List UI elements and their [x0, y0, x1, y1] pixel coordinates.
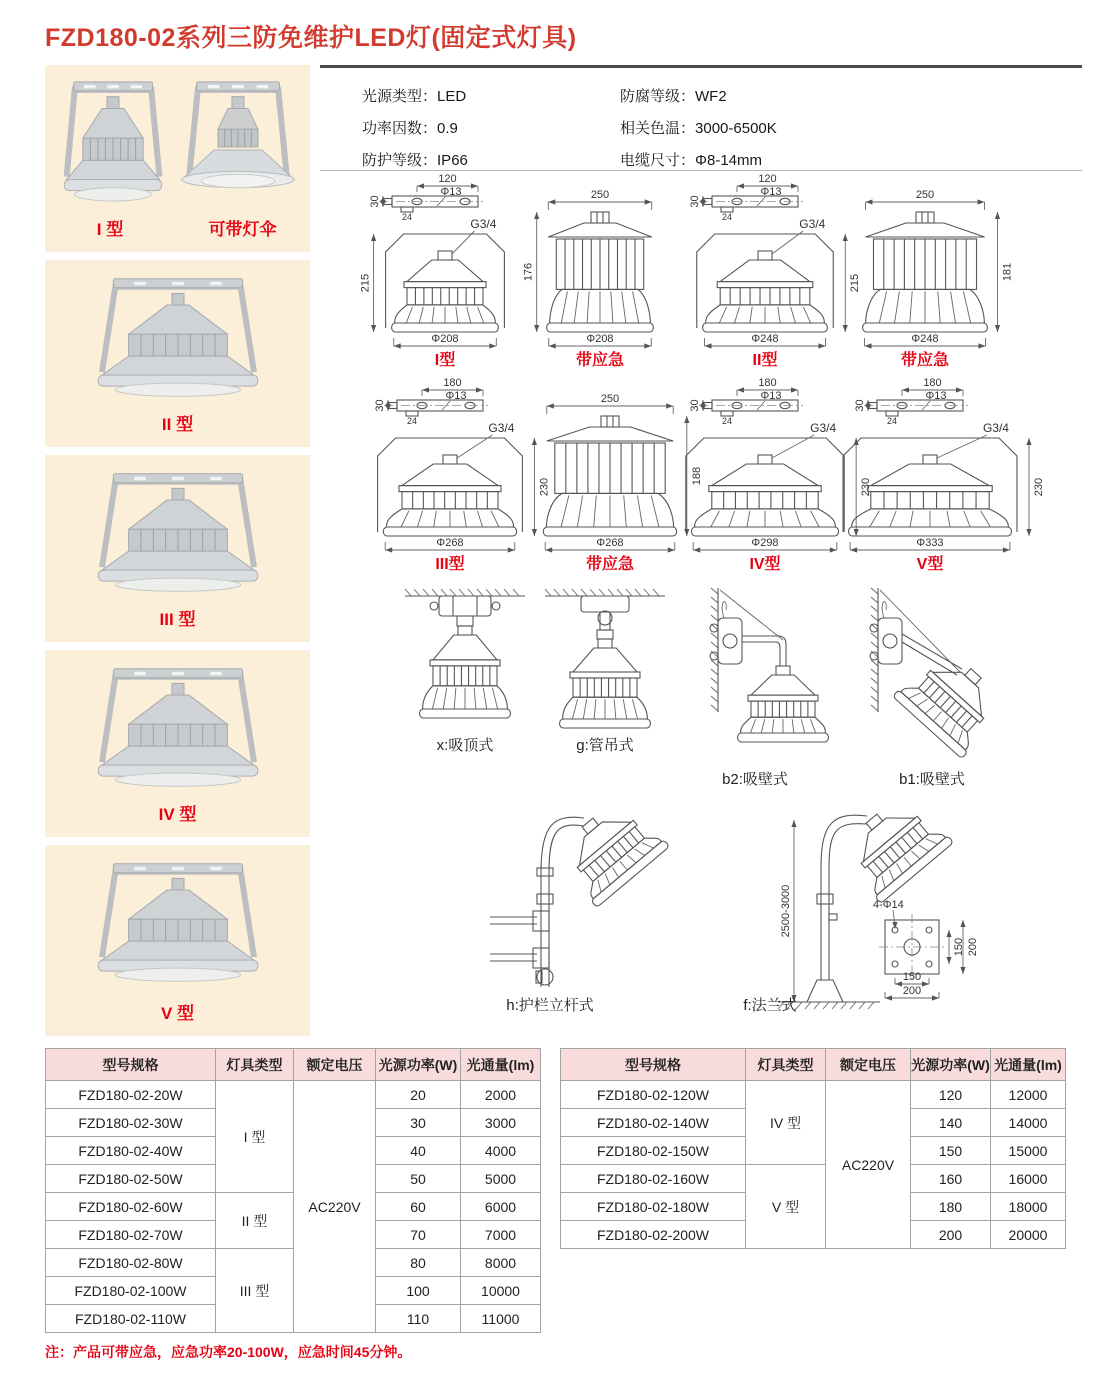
dim-label: 181: [1001, 262, 1014, 282]
dim-label: 176: [522, 262, 535, 282]
mount-wall-b1: [870, 588, 1011, 788]
dim-label: Φ268: [436, 537, 464, 549]
thread-label: G3/4: [799, 217, 826, 231]
flux-cell: 20000: [991, 1221, 1066, 1249]
header-row: [561, 1049, 1066, 1081]
flux-cell: 12000: [991, 1081, 1066, 1109]
dim-label: 230: [860, 477, 873, 497]
type-cell: IV 型: [746, 1081, 826, 1165]
product-photo: [177, 73, 299, 221]
power-cell: 200: [911, 1221, 991, 1249]
panel-label: I 型: [96, 220, 124, 239]
power-cell: 80: [376, 1249, 461, 1277]
voltage-cell: AC220V: [826, 1081, 911, 1249]
footnote: 注：产品可带应急，应急功率20-100W，应急时间45分钟。: [45, 1344, 412, 1360]
column-header: 光源功率(W): [376, 1049, 461, 1081]
panel-label: V 型: [160, 1004, 195, 1023]
table-row: [46, 1193, 541, 1221]
dim-label: 215: [359, 273, 372, 293]
model-cell: FZD180-02-180W: [561, 1193, 746, 1221]
sidebar-panel: [45, 455, 310, 642]
drawings-canvas: [320, 172, 1098, 1044]
dim-label: 30: [689, 195, 701, 208]
dim-label: 180: [923, 377, 942, 389]
product-photo: [83, 270, 273, 416]
mount-label: g:管吊式: [576, 737, 634, 754]
drawing-label: 带应急: [585, 556, 635, 573]
product-photo: [83, 855, 273, 1001]
dim-label: Φ13: [440, 186, 462, 198]
mount-label: f:法兰式: [743, 997, 797, 1014]
flux-cell: 5000: [461, 1165, 541, 1193]
power-cell: 100: [376, 1277, 461, 1305]
dim-label: 30: [369, 195, 381, 208]
dim-label: 150: [902, 971, 922, 983]
drawing-label: 带应急: [575, 352, 625, 369]
drawing-带应急-1-1: [543, 393, 702, 573]
mount-pipe-pendant: [545, 589, 665, 754]
spec-label: 光源类型：: [362, 88, 438, 105]
type-cell: II 型: [216, 1193, 294, 1249]
technical-drawings: [320, 172, 1098, 1044]
mount-flange: [743, 788, 979, 1014]
spec-label: 电缆尺寸：: [620, 152, 696, 169]
column-header: 光通量(lm): [461, 1049, 541, 1081]
drawing-I型-0-0: [360, 173, 505, 369]
dim-label: 2500-3000: [780, 884, 792, 938]
flux-cell: 2000: [461, 1081, 541, 1109]
dim-label: 250: [915, 189, 935, 201]
dim-label: 188: [690, 466, 703, 486]
power-cell: 110: [376, 1305, 461, 1333]
thread-label: G3/4: [982, 421, 1009, 435]
spec-value: 3000-6500K: [695, 120, 777, 137]
model-cell: FZD180-02-50W: [46, 1165, 216, 1193]
column-header: 额定电压: [826, 1049, 911, 1081]
spec-label: 功率因数：: [362, 120, 438, 137]
mount-label: b2:吸壁式: [722, 771, 788, 788]
dim-label: 200: [967, 937, 979, 957]
table-row: [46, 1249, 541, 1277]
dim-label: Φ208: [586, 333, 614, 345]
dim-label: 24: [406, 416, 418, 426]
model-cell: FZD180-02-120W: [561, 1081, 746, 1109]
model-table: [560, 1048, 1066, 1249]
power-cell: 120: [911, 1081, 991, 1109]
spec-value: IP66: [437, 152, 468, 169]
drawing-V型-1-3: [843, 377, 1045, 573]
product-photo: [83, 660, 273, 806]
mount-label: b1:吸壁式: [899, 771, 965, 788]
spec-block: [320, 65, 1082, 171]
spec-value: WF2: [695, 88, 727, 105]
spec-label: 防腐等级：: [620, 88, 696, 105]
drawing-III型-1-0: [374, 377, 550, 573]
power-cell: 60: [376, 1193, 461, 1221]
sidebar-panel: [45, 845, 310, 1036]
drawing-label: IV型: [749, 556, 781, 573]
spec-row: [620, 149, 777, 170]
drawing-label: II型: [752, 352, 778, 369]
spec-column-right: [620, 68, 777, 170]
panel-label: IV 型: [158, 805, 197, 824]
table-row: [46, 1081, 541, 1109]
mount-guardrail-pole: [490, 792, 670, 1014]
drawing-带应急-0-1: [523, 189, 654, 369]
column-header: 型号规格: [561, 1049, 746, 1081]
column-header: 光通量(lm): [991, 1049, 1066, 1081]
dim-label: Φ333: [916, 537, 944, 549]
power-cell: 150: [911, 1137, 991, 1165]
dim-label: 180: [758, 377, 777, 389]
dim-label: 120: [758, 173, 777, 185]
mount-wall-b2: [710, 588, 828, 788]
model-cell: FZD180-02-140W: [561, 1109, 746, 1137]
dim-label: Φ248: [911, 333, 939, 345]
power-cell: 40: [376, 1137, 461, 1165]
dim-label: Φ13: [760, 186, 782, 198]
spec-value: Φ8-14mm: [695, 152, 762, 169]
dim-label: 180: [443, 377, 462, 389]
model-cell: FZD180-02-110W: [46, 1305, 216, 1333]
flux-cell: 6000: [461, 1193, 541, 1221]
column-header: 额定电压: [294, 1049, 376, 1081]
spec-table-left: [45, 1048, 540, 1333]
spec-row: [620, 85, 777, 106]
dim-label: 30: [689, 399, 701, 412]
dim-label: 24: [886, 416, 898, 426]
mount-label: x:吸顶式: [436, 737, 494, 754]
spec-table-right: [560, 1048, 1065, 1249]
dim-label: 200: [902, 985, 922, 997]
flux-cell: 15000: [991, 1137, 1066, 1165]
flux-cell: 11000: [461, 1305, 541, 1333]
spec-row: [362, 85, 620, 106]
dim-label: 215: [849, 273, 862, 293]
spec-row: [362, 149, 620, 170]
thread-label: G3/4: [810, 421, 837, 435]
model-cell: FZD180-02-80W: [46, 1249, 216, 1277]
product-photo: [55, 73, 171, 221]
flux-cell: 3000: [461, 1109, 541, 1137]
column-header: 型号规格: [46, 1049, 216, 1081]
dim-label: 30: [374, 399, 386, 412]
dim-label: Φ268: [596, 537, 624, 549]
product-photo: [83, 465, 273, 611]
spec-row: [620, 117, 777, 138]
model-cell: FZD180-02-70W: [46, 1221, 216, 1249]
drawing-II型-0-2: [689, 173, 861, 369]
header-row: [46, 1049, 541, 1081]
drawing-label: III型: [435, 556, 465, 573]
power-cell: 70: [376, 1221, 461, 1249]
drawing-label: I型: [434, 352, 456, 369]
thread-label: G3/4: [488, 421, 515, 435]
dim-label: 30: [854, 399, 866, 412]
dim-label: 24: [721, 416, 733, 426]
flux-cell: 7000: [461, 1221, 541, 1249]
model-cell: FZD180-02-30W: [46, 1109, 216, 1137]
power-cell: 20: [376, 1081, 461, 1109]
dim-label: Φ248: [751, 333, 779, 345]
dim-label: Φ13: [925, 390, 947, 402]
spec-label: 相关色温：: [620, 120, 696, 137]
thread-label: G3/4: [470, 217, 497, 231]
dim-label: 230: [538, 477, 551, 497]
drawing-label: V型: [916, 556, 944, 573]
dim-label: 24: [401, 212, 413, 222]
flux-cell: 8000: [461, 1249, 541, 1277]
spec-row: [362, 117, 620, 138]
flux-cell: 14000: [991, 1109, 1066, 1137]
dim-label: Φ13: [445, 390, 467, 402]
dim-label: 150: [953, 937, 965, 957]
sidebar-panel: [45, 260, 310, 447]
dim-label: Φ208: [431, 333, 459, 345]
type-cell: V 型: [746, 1165, 826, 1249]
dim-label: 4-Φ14: [873, 899, 904, 911]
spec-column-left: [320, 68, 620, 170]
flux-cell: 16000: [991, 1165, 1066, 1193]
dim-label: 24: [721, 212, 733, 222]
flux-cell: 18000: [991, 1193, 1066, 1221]
spec-value: 0.9: [437, 120, 458, 137]
spec-label: 防护等级：: [362, 152, 438, 169]
type-cell: III 型: [216, 1249, 294, 1333]
model-cell: FZD180-02-40W: [46, 1137, 216, 1165]
power-cell: 50: [376, 1165, 461, 1193]
power-cell: 30: [376, 1109, 461, 1137]
panel-label: II 型: [161, 415, 194, 434]
drawing-IV型-1-2: [686, 377, 872, 573]
mount-ceiling: [405, 589, 525, 754]
column-header: 光源功率(W): [911, 1049, 991, 1081]
power-cell: 180: [911, 1193, 991, 1221]
flux-cell: 10000: [461, 1277, 541, 1305]
column-header: 灯具类型: [216, 1049, 294, 1081]
table-row: [561, 1165, 1066, 1193]
model-cell: FZD180-02-20W: [46, 1081, 216, 1109]
dim-label: 250: [600, 393, 620, 405]
power-cell: 140: [911, 1109, 991, 1137]
panel-label: III 型: [159, 610, 196, 629]
model-cell: FZD180-02-100W: [46, 1277, 216, 1305]
dim-label: Φ13: [760, 390, 782, 402]
sidebar-panel: [45, 65, 310, 252]
flux-cell: 4000: [461, 1137, 541, 1165]
model-cell: FZD180-02-60W: [46, 1193, 216, 1221]
dim-label: Φ298: [751, 537, 779, 549]
mount-label: h:护栏立杆式: [506, 997, 594, 1014]
dim-label: 230: [1032, 477, 1045, 497]
page-title: FZD180-02系列三防免维护LED灯(固定式灯具): [45, 24, 577, 52]
drawing-带应急-0-3: [863, 189, 1014, 369]
dim-label: 250: [590, 189, 610, 201]
model-cell: FZD180-02-160W: [561, 1165, 746, 1193]
type-cell: I 型: [216, 1081, 294, 1193]
voltage-cell: AC220V: [294, 1081, 376, 1333]
spec-value: LED: [437, 88, 467, 105]
drawing-label: 带应急: [900, 352, 950, 369]
model-cell: FZD180-02-200W: [561, 1221, 746, 1249]
model-table: [45, 1048, 541, 1333]
panel-label: 可带灯伞: [208, 220, 277, 239]
model-cell: FZD180-02-150W: [561, 1137, 746, 1165]
column-header: 灯具类型: [746, 1049, 826, 1081]
dim-label: 120: [438, 173, 457, 185]
sidebar-panel: [45, 650, 310, 837]
power-cell: 160: [911, 1165, 991, 1193]
table-row: [561, 1081, 1066, 1109]
